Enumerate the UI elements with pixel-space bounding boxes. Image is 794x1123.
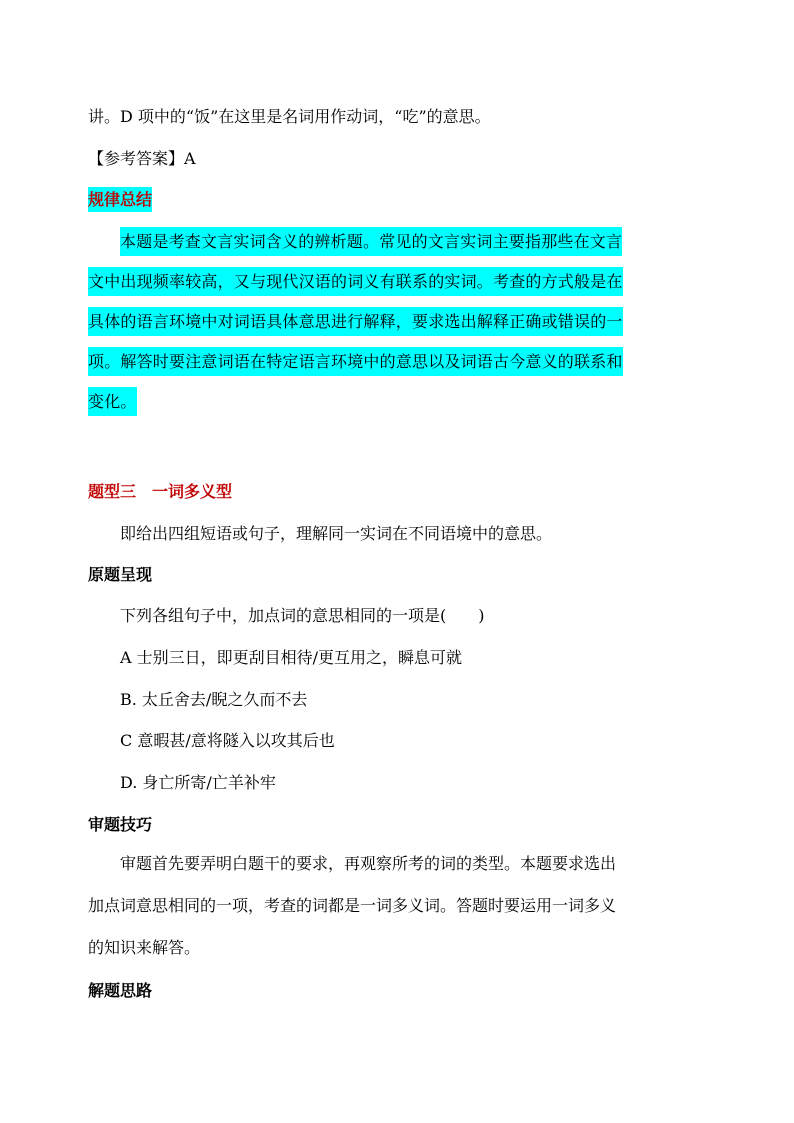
rule-summary-row xyxy=(88,302,703,342)
type3-heading: 题型三 一词多义型 xyxy=(88,482,233,501)
rule-summary-row-text: 文中出现频率较高，又与现代汉语的词义有联系的实词。考查的方式般是在 xyxy=(88,267,623,296)
rule-summary-row xyxy=(88,342,703,382)
rule-summary-paragraph xyxy=(88,222,703,422)
review-skill-row: 审题首先要弄明白题干的要求，再观察所考的词的类型。本题要求选出 xyxy=(120,854,617,873)
type3-description: 即给出四组短语或句子，理解同一实词在不同语境中的意思。 xyxy=(120,524,553,543)
rule-summary-row-text: 本题是考查文言实词含义的辨析题。常见的文言实词主要指那些在文言 xyxy=(120,227,622,256)
reference-answer: 【参考答案】A xyxy=(88,149,196,168)
paragraph-line: 讲。D 项中的“饭”在这里是名词用作动词，“吃”的意思。 xyxy=(88,107,491,126)
question-stem: 下列各组句子中，加点词的意思相同的一项是( ) xyxy=(120,606,485,625)
rule-summary-row xyxy=(88,382,703,422)
rule-summary-row xyxy=(88,262,703,302)
review-skill-row: 加点词意思相同的一项，考查的词都是一词多义词。答题时要运用一词多义 xyxy=(88,896,617,915)
review-skill-row: 的知识来解答。 xyxy=(88,938,201,957)
rule-summary-heading xyxy=(88,190,152,210)
rule-summary-row-text: 变化。 xyxy=(88,387,137,416)
option-d: D. 身亡所寄/亡羊补牢 xyxy=(120,773,276,792)
rule-summary-row-text: 项。解答时要注意词语在特定语言环境中的意思以及词语古今意义的联系和 xyxy=(88,347,623,376)
option-c: C 意暇甚/意将隧入以攻其后也 xyxy=(120,731,335,750)
option-a: A 士别三日，即更刮目相待/更互用之，瞬息可就 xyxy=(120,648,463,667)
rule-summary-heading-text: 规律总结 xyxy=(88,187,152,212)
original-question-heading: 原题呈现 xyxy=(88,565,153,584)
solution-approach-heading: 解题思路 xyxy=(88,981,153,1000)
rule-summary-row-text: 具体的语言环境中对词语具体意思进行解释，要求选出解释正确或错误的一 xyxy=(88,307,623,336)
rule-summary-row xyxy=(88,222,703,262)
option-b: B. 太丘舍去/睨之久而不去 xyxy=(120,690,308,709)
review-skill-heading: 审题技巧 xyxy=(88,815,153,834)
